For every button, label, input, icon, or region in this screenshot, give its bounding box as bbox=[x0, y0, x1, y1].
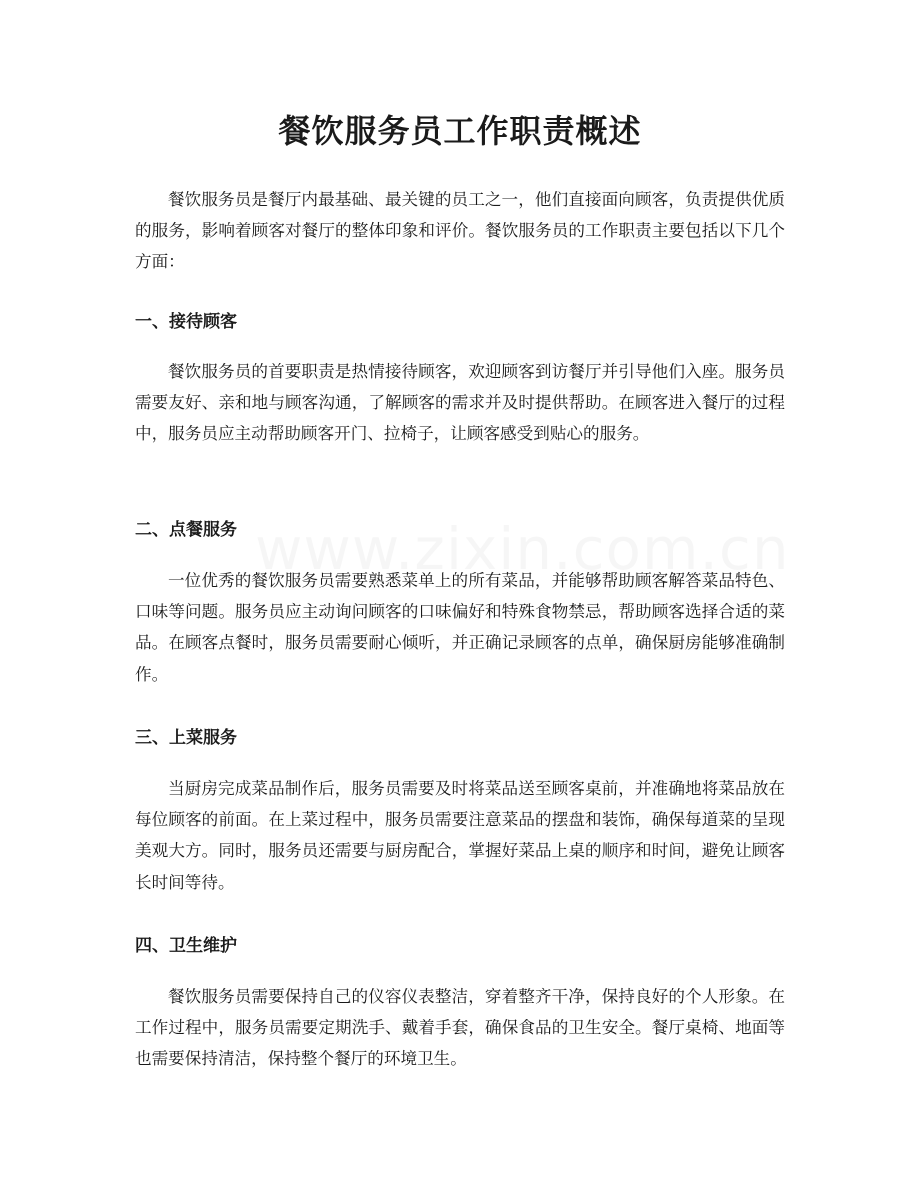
section-body-hygiene: 餐饮服务员需要保持自己的仪容仪表整洁，穿着整齐干净，保持良好的个人形象。在工作过程中，服务员需要定期洗手、戴着手套，确保食品的卫生安全。餐厅桌椅、地面等也需要保持清洁，保持整个餐厅的环境卫生。 bbox=[135, 987, 785, 1069]
section-heading-ordering: 二、点餐服务 bbox=[135, 520, 237, 540]
section-heading-hygiene: 四、卫生维护 bbox=[135, 936, 237, 956]
section-body-reception: 餐饮服务员的首要职责是热情接待顾客，欢迎顾客到访餐厅并引导他们入座。服务员需要友好、亲和地与顾客沟通，了解顾客的需求并及时提供帮助。在顾客进入餐厅的过程中，服务员应主动帮助顾客开门、拉椅子，让顾客感受到贴心的服务。 bbox=[135, 362, 785, 444]
document-page bbox=[135, 0, 785, 1191]
page-title: 餐饮服务员工作职责概述 bbox=[278, 112, 642, 150]
section-heading-serving: 三、上菜服务 bbox=[135, 728, 237, 748]
intro-paragraph: 餐饮服务员是餐厅内最基础、最关键的员工之一，他们直接面向顾客，负责提供优质的服务，影响着顾客对餐厅的整体印象和评价。餐饮服务员的工作职责主要包括以下几个方面： bbox=[135, 190, 785, 272]
section-heading-reception: 一、接待顾客 bbox=[135, 312, 237, 332]
section-body-serving: 当厨房完成菜品制作后，服务员需要及时将菜品送至顾客桌前，并准确地将菜品放在每位顾客的前面。在上菜过程中，服务员需要注意菜品的摆盘和装饰，确保每道菜的呈现美观大方。同时，服务员还需要与厨房配合，掌握好菜品上桌的顺序和时间，避免让顾客长时间等待。 bbox=[135, 779, 785, 892]
section-body-ordering: 一位优秀的餐饮服务员需要熟悉菜单上的所有菜品，并能够帮助顾客解答菜品特色、口味等问题。服务员应主动询问顾客的口味偏好和特殊食物禁忌，帮助顾客选择合适的菜品。在顾客点餐时，服务员需要耐心倾听，并正确记录顾客的点单，确保厨房能够准确制作。 bbox=[135, 571, 785, 684]
